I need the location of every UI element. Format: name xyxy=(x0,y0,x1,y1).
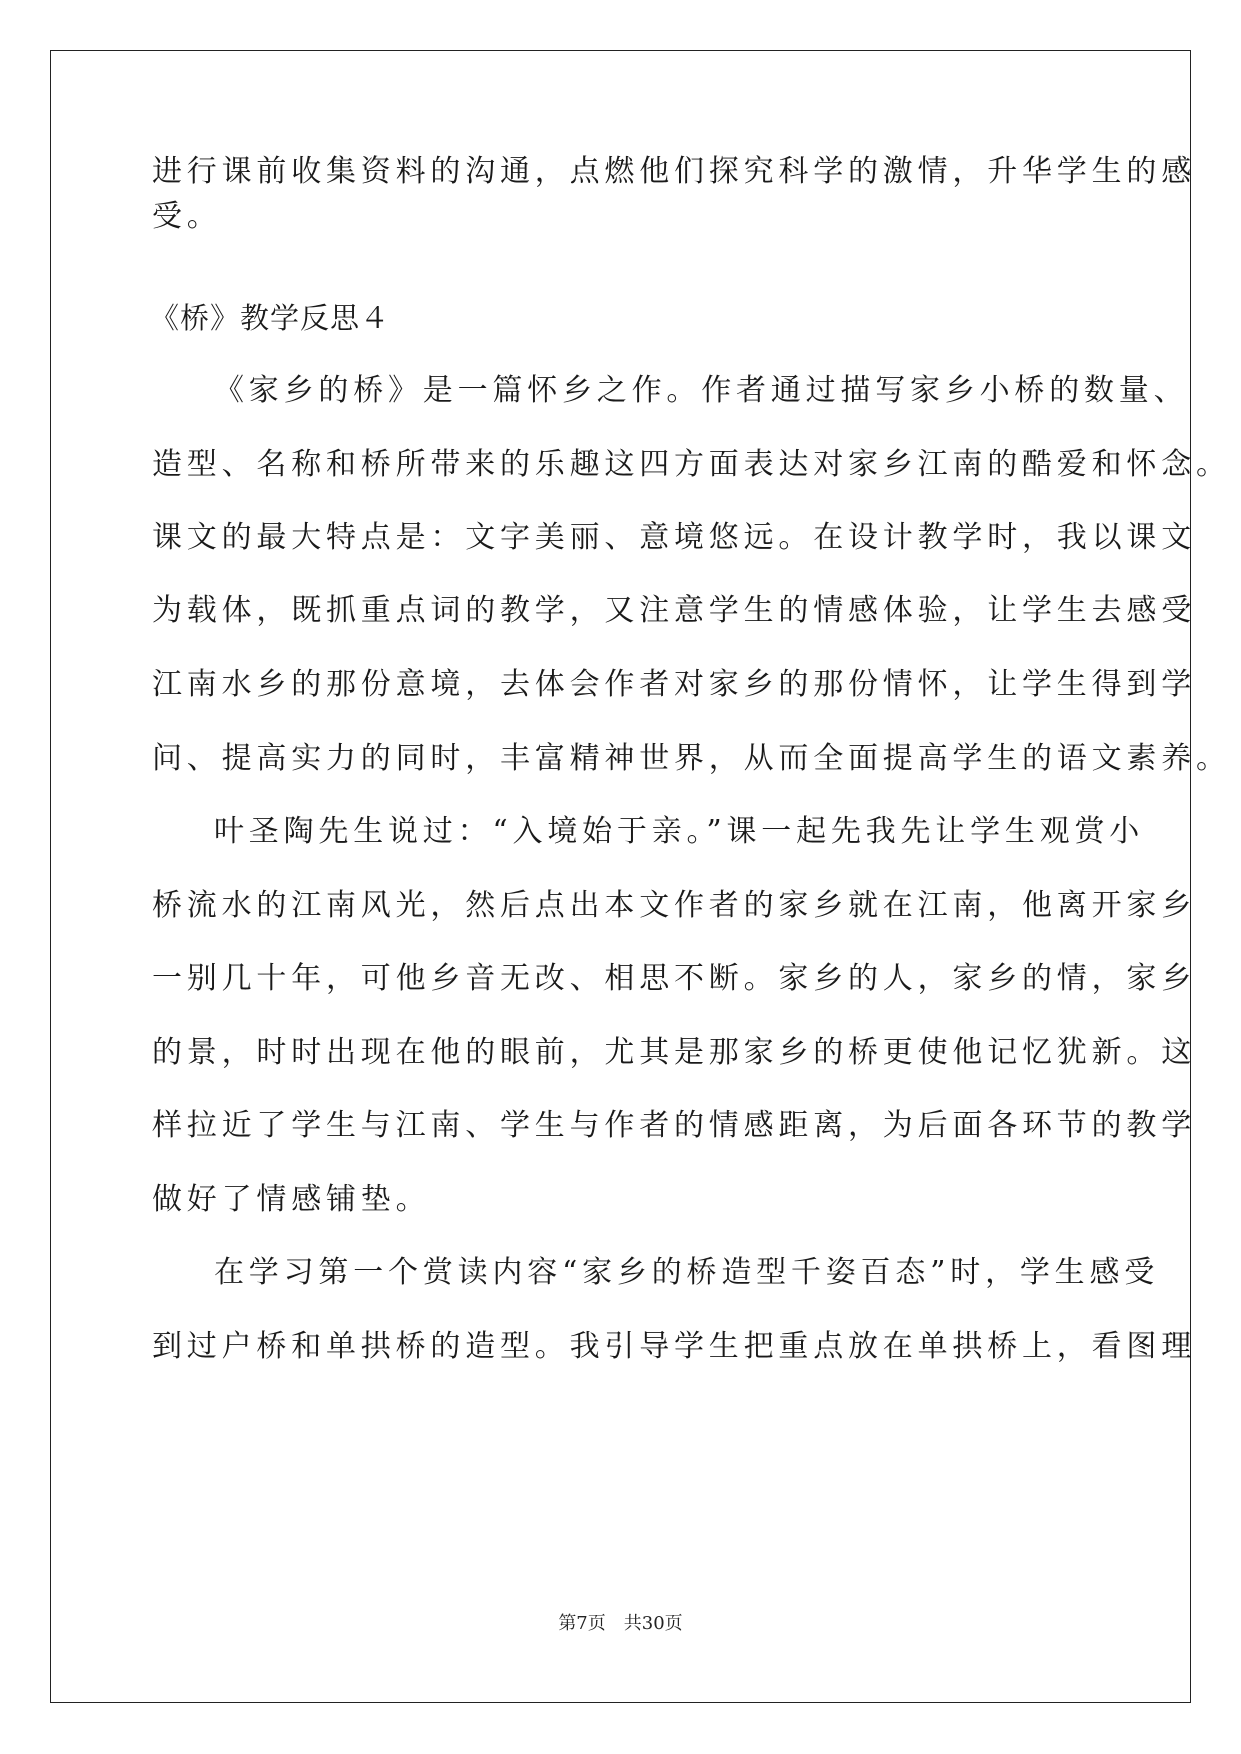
paragraph-line: 江南水乡的那份意境，去体会作者对家乡的那份情怀，让学生得到学 xyxy=(152,667,1196,702)
paragraph-line: 造型、名称和桥所带来的乐趣这四方面表达对家乡江南的酷爱和怀念。 xyxy=(152,447,1231,482)
page-number: 第7页 共30页 xyxy=(558,1613,683,1634)
paragraph-line: 《家乡的桥》是一篇怀乡之作。作者通过描写家乡小桥的数量、 xyxy=(214,373,1189,408)
paragraph-line: 为载体，既抓重点词的教学，又注意学生的情感体验，让学生去感受 xyxy=(152,593,1196,628)
paragraph-line: 一别几十年，可他乡音无改、相思不断。家乡的人，家乡的情，家乡 xyxy=(152,961,1196,996)
section-title: 《桥》教学反思４ xyxy=(150,301,391,335)
paragraph-line: 课文的最大特点是：文字美丽、意境悠远。在设计教学时，我以课文 xyxy=(152,520,1196,555)
paragraph-line: 桥流水的江南风光，然后点出本文作者的家乡就在江南，他离开家乡 xyxy=(152,888,1196,923)
paragraph-line: 问、提高实力的同时，丰富精神世界，从而全面提高学生的语文素养。 xyxy=(152,741,1231,776)
paragraph-line: 做好了情感铺垫。 xyxy=(152,1182,431,1217)
paragraph-line: 叶圣陶先生说过：“入境始于亲。”课一起先我先让学生观赏小 xyxy=(214,814,1145,849)
paragraph-line: 在学习第一个赏读内容“家乡的桥造型千姿百态”时，学生感受 xyxy=(214,1255,1160,1290)
paragraph-line: 样拉近了学生与江南、学生与作者的情感距离，为后面各环节的教学 xyxy=(152,1108,1196,1143)
text-line: 受。 xyxy=(152,199,222,234)
paragraph-line: 到过户桥和单拱桥的造型。我引导学生把重点放在单拱桥上，看图理 xyxy=(152,1329,1196,1364)
text-line: 进行课前收集资料的沟通，点燃他们探究科学的激情，升华学生的感 xyxy=(152,154,1196,189)
paragraph-line: 的景，时时出现在他的眼前，尤其是那家乡的桥更使他记忆犹新。这 xyxy=(152,1035,1196,1070)
